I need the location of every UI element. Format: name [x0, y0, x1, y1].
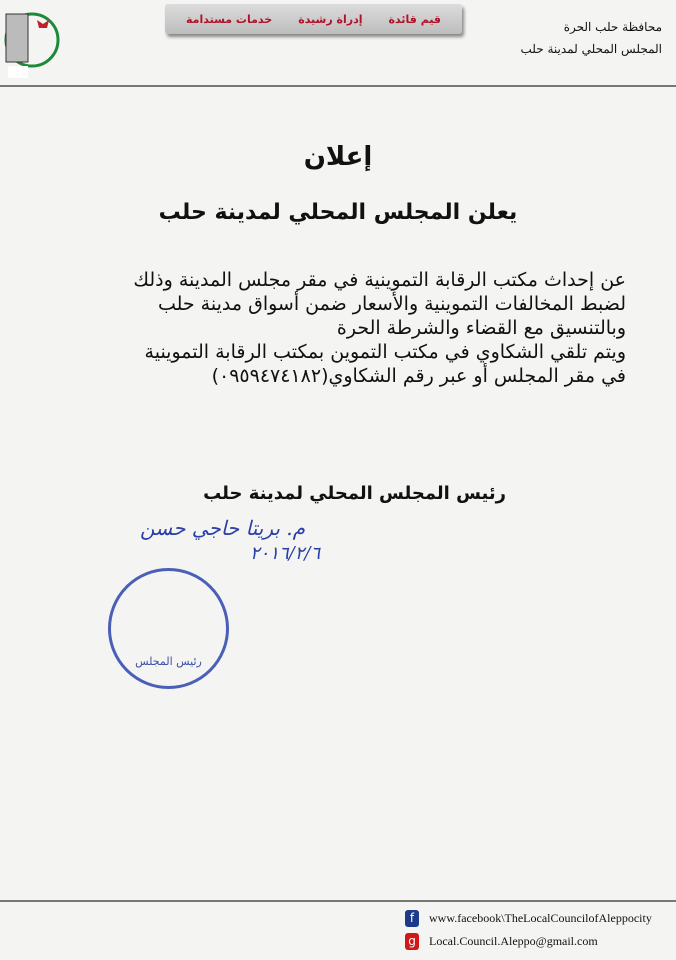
- stamp-text: رئيس المجلس: [135, 655, 202, 668]
- footer-divider: [0, 900, 676, 902]
- menu-item: إدراة رشيدة: [298, 12, 363, 26]
- announcement-subtitle: يعلن المجلس المحلي لمدينة حلب: [158, 200, 518, 225]
- body-line: وبالتنسيق مع القضاء والشرطة الحرة: [336, 317, 626, 339]
- facebook-url: www.facebook\TheLocalCouncilofAleppocity: [429, 911, 652, 925]
- signature-title: رئيس المجلس المحلي لمدينة حلب: [203, 483, 506, 504]
- facebook-icon: f: [405, 910, 419, 927]
- organization-name: [521, 16, 663, 60]
- email-link[interactable]: [405, 933, 598, 950]
- facebook-link[interactable]: [405, 910, 652, 927]
- org-line: المجلس المحلي لمدينة حلب: [520, 42, 662, 56]
- menu-item: خدمات مستدامة: [185, 12, 273, 26]
- signature-date: ٢٠١٦/٢/٦: [250, 543, 321, 564]
- body-line: لضبط المخالفات التموينية والأسعار ضمن أسواق مدينة حلب: [157, 293, 626, 315]
- google-icon: g: [405, 933, 419, 950]
- email-address: Local.Council.Aleppo@gmail.com: [429, 934, 598, 948]
- handwritten-signature: م. بريتا حاجي حسن: [140, 516, 306, 540]
- body-line: في مقر المجلس أو عبر رقم الشكاوي(٠٩٥٩٤٧٤١٨٢): [211, 365, 626, 387]
- header-divider: [0, 85, 676, 87]
- announcement-body: [26, 268, 626, 388]
- menu-item: قيم قائدة: [388, 12, 442, 26]
- official-stamp: [108, 568, 229, 689]
- council-logo: [2, 2, 60, 82]
- announcement-title: إعلان: [303, 142, 373, 172]
- body-line: ويتم تلقي الشكاوي في مكتب التموين بمكتب الرقابة التموينية: [144, 341, 626, 363]
- body-line: عن إحداث مكتب الرقابة التموينية في مقر مجلس المدينة وذلك: [133, 269, 626, 291]
- header-menu-bar: [165, 4, 462, 34]
- org-line: محافظة حلب الحرة: [563, 20, 662, 34]
